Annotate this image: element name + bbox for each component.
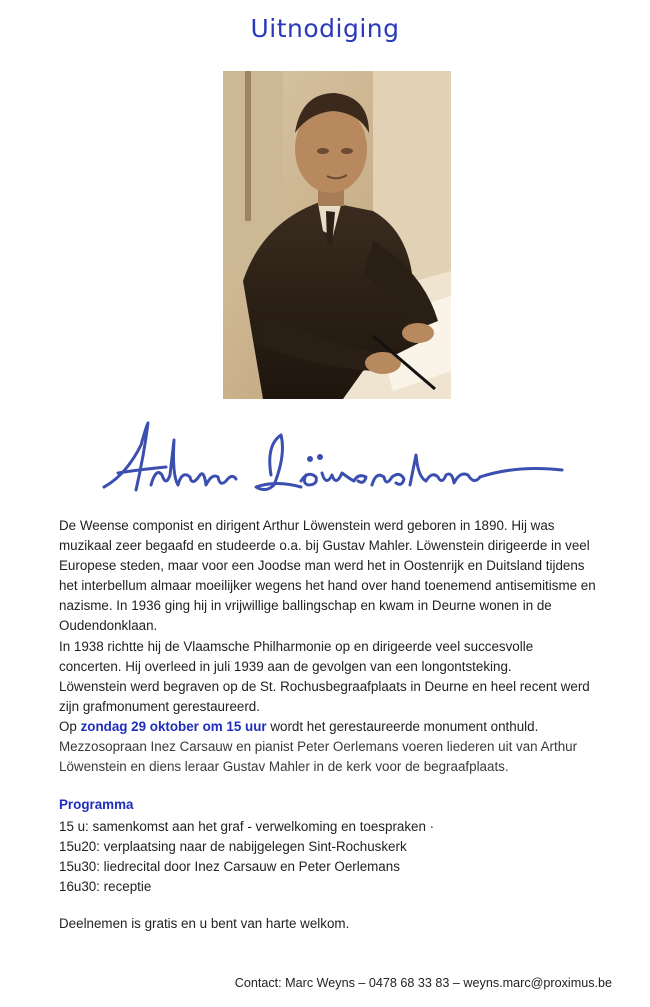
- intro-paragraph-3: Löwenstein werd begraven op de St. Rochusbegraafplaats in Deurne en heel recent werd zijn grafmonument gerestaureerd.: [59, 678, 590, 714]
- portrait-photo: [223, 71, 451, 399]
- event-date-highlight: zondag 29 oktober om 15 uur: [80, 718, 267, 734]
- event-prefix: Op: [59, 718, 81, 734]
- program-item: 15u20: verplaatsing naar de nabijgelegen Sint-Rochuskerk: [59, 839, 407, 855]
- program-item: 15 u: samenkomst aan het graf - verwelkoming en toespraken ·: [59, 819, 435, 834]
- program-item: 16u30: receptie: [59, 879, 152, 895]
- intro-paragraph-5: Mezzosopraan Inez Carsauw en pianist Peter Oerlemans voeren liederen uit van Arthur Löwenstein en diens leraar Gustav Mahler in de kerk voor de begraafplaats.: [59, 739, 578, 775]
- portrait-photo-sepia-icon: [223, 71, 451, 399]
- contact-footer: Contact: Marc Weyns – 0478 68 33 83 – weyns.marc@proximus.be: [234, 976, 612, 990]
- program-list: [59, 817, 434, 897]
- program-heading: Programma: [59, 797, 134, 812]
- signature-icon: [96, 415, 566, 510]
- welcome-text: Deelnemen is gratis en u bent van harte welkom.: [59, 916, 350, 931]
- intro-text: [59, 516, 599, 777]
- intro-paragraph-1: De Weense componist en dirigent Arthur Löwenstein werd geboren in 1890. Hij was muzikaal zeer begaafd en studeerde o.a. bij Gustav Mahler. Löwenstein dirigeerde in veel Europese steden, maar voor een Joodse man werd het in Oostenrijk en Duitsland tijdens het interbellum almaar moeilijker wegens het hand over hand toenemend antisemitisme en nazisme. In 1936 ging hij in vrijwillige ballingschap en kwam in Deurne wonen in de Oudendonklaan.: [59, 518, 596, 634]
- event-announcement: [59, 717, 599, 737]
- intro-paragraph-2: In 1938 richtte hij de Vlaamsche Philharmonie op en dirigeerde veel succesvolle concerten. Hij overleed in juli 1939 aan de gevolgen van een longontsteking.: [59, 638, 534, 674]
- page-title: Uitnodiging: [250, 14, 400, 43]
- signature: [96, 415, 566, 510]
- event-suffix: wordt het gerestaureerde monument onthuld.: [266, 718, 539, 734]
- program-item: 15u30: liedrecital door Inez Carsauw en Peter Oerlemans: [59, 859, 400, 875]
